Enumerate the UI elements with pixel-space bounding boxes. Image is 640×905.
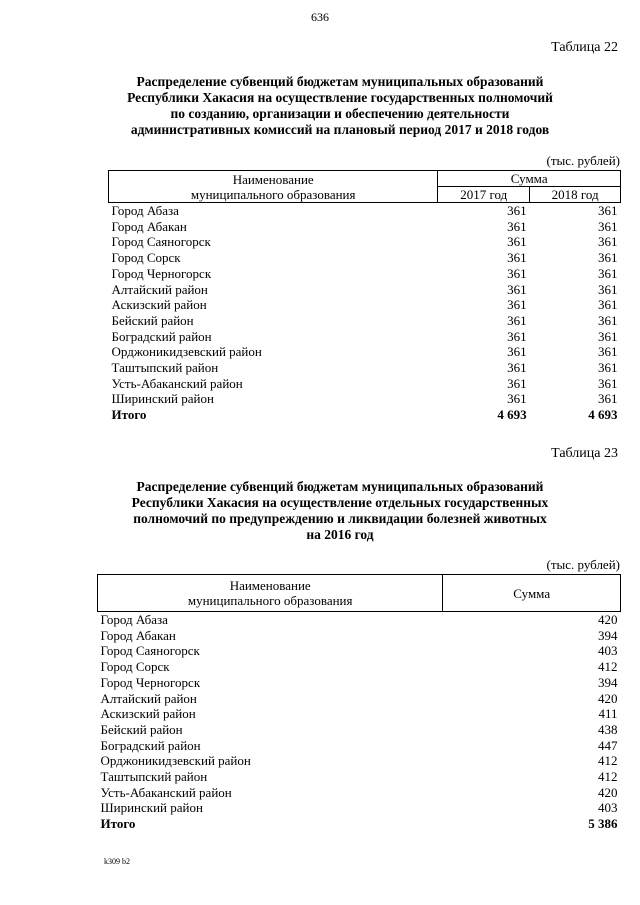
table-row [98, 691, 621, 707]
municipality-name: Город Абакан [111, 218, 187, 234]
amount-2018: 361 [598, 328, 618, 344]
title-line: полномочий по предупреждению и ликвидации болезней животных [133, 511, 547, 526]
municipality-name: Ширинский район [111, 391, 214, 407]
amount: 412 [598, 659, 618, 675]
total-label: Итого [100, 816, 136, 832]
municipality-name: Город Абакан [100, 627, 176, 643]
total-label: Итого [111, 407, 147, 423]
header-name [109, 171, 438, 203]
amount-2018: 361 [598, 360, 618, 376]
amount-2017: 361 [507, 391, 527, 407]
total-2018: 4 693 [588, 407, 618, 423]
amount: 411 [598, 706, 618, 722]
title-line: Распределение субвенций бюджетам муниципальных образований [136, 74, 544, 89]
amount-2018: 361 [598, 375, 618, 391]
header-year-2017: 2017 год [438, 187, 530, 203]
municipality-name: Орджоникидзевский район [111, 344, 262, 360]
table-row [109, 203, 621, 219]
table-23-label: Таблица 23 [551, 446, 618, 461]
amount: 412 [598, 753, 618, 769]
header-sum: Сумма [443, 575, 621, 612]
title-line: на 2016 год [306, 527, 374, 542]
table-22-units: (тыс. рублей) [546, 153, 620, 168]
table-23 [97, 574, 621, 832]
table-row [98, 643, 621, 659]
municipality-name: Город Черногорск [111, 265, 212, 281]
header-name-line1: Наименование [232, 171, 314, 187]
title-line: административных комиссий на плановый период 2017 и 2018 годов [130, 122, 550, 137]
header-name-line1: Наименование [229, 578, 311, 593]
amount-2018: 361 [598, 391, 618, 407]
table-row [109, 282, 621, 298]
municipality-name: Алтайский район [111, 281, 208, 297]
header-sum: Сумма [438, 171, 621, 187]
amount-2018: 361 [598, 344, 618, 360]
municipality-name: Аскизский район [111, 297, 207, 313]
amount: 394 [598, 627, 618, 643]
amount-2017: 361 [507, 281, 527, 297]
amount-2018: 361 [598, 281, 618, 297]
total-row [109, 407, 621, 423]
title-line: Республики Хакасия на осуществление государственных полномочий [127, 90, 553, 105]
amount-2018: 361 [598, 265, 618, 281]
municipality-name: Город Абаза [100, 612, 168, 627]
amount: 447 [598, 737, 618, 753]
table-23-title [60, 479, 620, 543]
table-row [98, 722, 621, 738]
table-row [109, 234, 621, 250]
header-year-2018: 2018 год [530, 187, 621, 203]
amount-2018: 361 [598, 297, 618, 313]
municipality-name: Таштыпский район [100, 769, 208, 785]
footer-code: k309 b2 [104, 857, 130, 866]
amount: 394 [598, 674, 618, 690]
title-line: Распределение субвенций бюджетам муниципальных образований [136, 479, 544, 494]
municipality-name: Город Черногорск [100, 674, 201, 690]
total-2017: 4 693 [497, 407, 527, 423]
table-row [98, 785, 621, 801]
table-row [109, 329, 621, 345]
table-22 [108, 170, 621, 423]
municipality-name: Боградский район [100, 737, 201, 753]
table-row [98, 659, 621, 675]
municipality-name: Бейский район [100, 721, 183, 737]
table-row [109, 250, 621, 266]
table-22-title [60, 74, 620, 138]
table-row [109, 297, 621, 313]
header-name-line2: муниципального образования [190, 186, 356, 202]
municipality-name: Боградский район [111, 328, 212, 344]
table-row [109, 344, 621, 360]
amount-2017: 361 [507, 250, 527, 266]
amount: 403 [598, 643, 618, 659]
amount-2018: 361 [598, 250, 618, 266]
table-row [98, 753, 621, 769]
municipality-name: Город Саяногорск [111, 234, 211, 250]
amount: 438 [598, 721, 618, 737]
municipality-name: Город Саяногорск [100, 643, 200, 659]
municipality-name: Город Сорск [100, 659, 170, 675]
title-line: Республики Хакасия на осуществление отдельных государственных [131, 495, 549, 510]
amount-2017: 361 [507, 203, 527, 218]
municipality-name: Ширинский район [100, 800, 203, 816]
table-row [109, 219, 621, 235]
table-row [98, 628, 621, 644]
amount-2018: 361 [598, 203, 618, 218]
amount-2018: 361 [598, 234, 618, 250]
table-row [98, 612, 621, 628]
amount-2018: 361 [598, 218, 618, 234]
table-row [98, 800, 621, 816]
municipality-name: Алтайский район [100, 690, 197, 706]
table-row [98, 706, 621, 722]
municipality-name: Орджоникидзевский район [100, 753, 251, 769]
amount-2017: 361 [507, 344, 527, 360]
amount-2017: 361 [507, 218, 527, 234]
municipality-name: Таштыпский район [111, 360, 219, 376]
amount-2017: 361 [507, 297, 527, 313]
table-row [98, 738, 621, 754]
amount-2017: 361 [507, 375, 527, 391]
table-22-label: Таблица 22 [551, 40, 618, 55]
header-name [98, 575, 443, 612]
amount-2017: 361 [507, 234, 527, 250]
municipality-name: Город Сорск [111, 250, 181, 266]
table-23-units: (тыс. рублей) [546, 557, 620, 572]
amount: 420 [598, 784, 618, 800]
amount: 420 [598, 690, 618, 706]
municipality-name: Бейский район [111, 312, 194, 328]
table-row [98, 769, 621, 785]
page-number: 636 [311, 10, 329, 24]
municipality-name: Аскизский район [100, 706, 196, 722]
municipality-name: Город Абаза [111, 203, 179, 218]
municipality-name: Усть-Абаканский район [100, 784, 232, 800]
total-amount: 5 386 [588, 816, 618, 832]
amount-2017: 361 [507, 312, 527, 328]
table-row [109, 360, 621, 376]
amount-2017: 361 [507, 360, 527, 376]
table-row [98, 675, 621, 691]
amount-2017: 361 [507, 265, 527, 281]
amount-2017: 361 [507, 328, 527, 344]
header-name-line2: муниципального образования [187, 593, 353, 608]
municipality-name: Усть-Абаканский район [111, 375, 243, 391]
total-row [98, 816, 621, 832]
amount: 403 [598, 800, 618, 816]
amount: 412 [598, 769, 618, 785]
table-row [109, 376, 621, 392]
table-row [109, 313, 621, 329]
title-line: по созданию, организации и обеспечению деятельности [170, 106, 510, 121]
amount: 420 [598, 612, 618, 627]
table-row [109, 266, 621, 282]
amount-2018: 361 [598, 312, 618, 328]
table-row [109, 391, 621, 407]
